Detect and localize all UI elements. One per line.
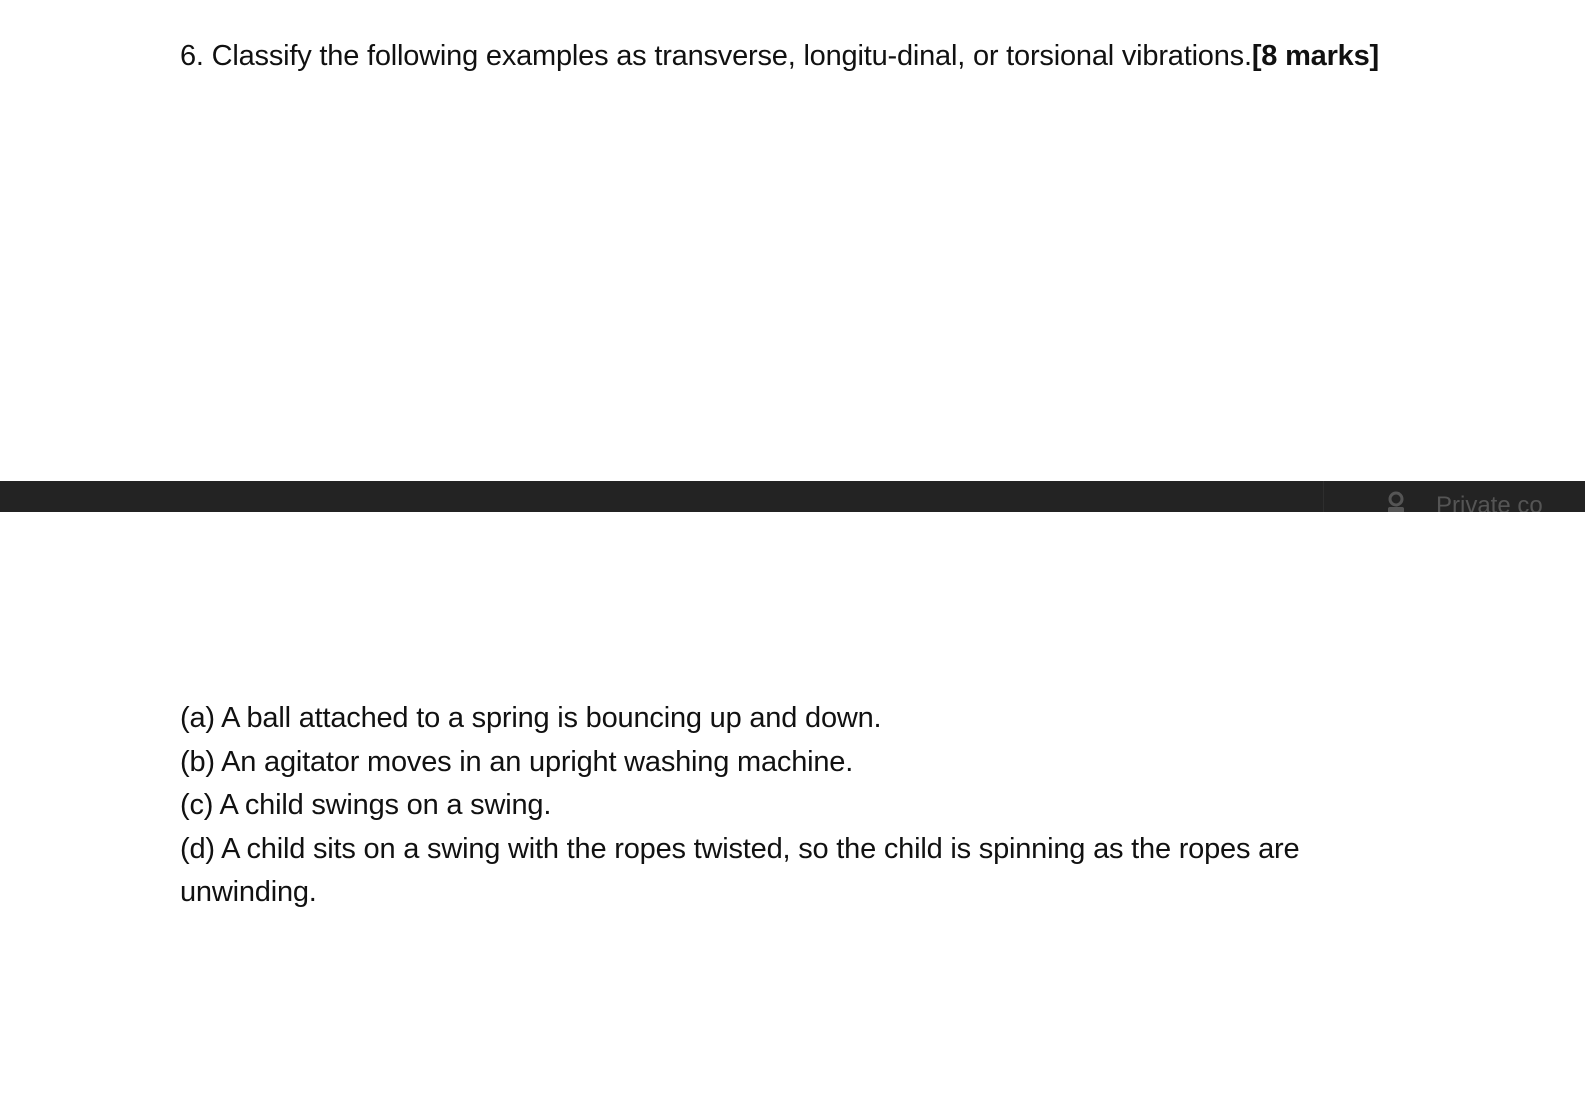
list-item: (d) A child sits on a swing with the ropes twisted, so the child is spinning as the ropes are unwinding. — [180, 832, 1300, 908]
bar-divider — [1323, 481, 1324, 512]
list-item: (a) A ball attached to a spring is bouncing up and down. — [180, 702, 882, 734]
sub-question-list — [180, 697, 1350, 915]
question-text: 6. Classify the following examples as transverse, longitu-dinal, or torsional vibrations. — [180, 40, 1252, 72]
question-heading — [180, 34, 1379, 78]
overlay-bar — [0, 481, 1585, 512]
lock-icon — [1386, 489, 1406, 512]
private-label[interactable]: Private co — [1436, 492, 1543, 512]
question-marks: [8 marks] — [1251, 40, 1379, 72]
list-item: (c) A child swings on a swing. — [180, 789, 552, 821]
list-item: (b) An agitator moves in an upright washing machine. — [180, 745, 854, 778]
